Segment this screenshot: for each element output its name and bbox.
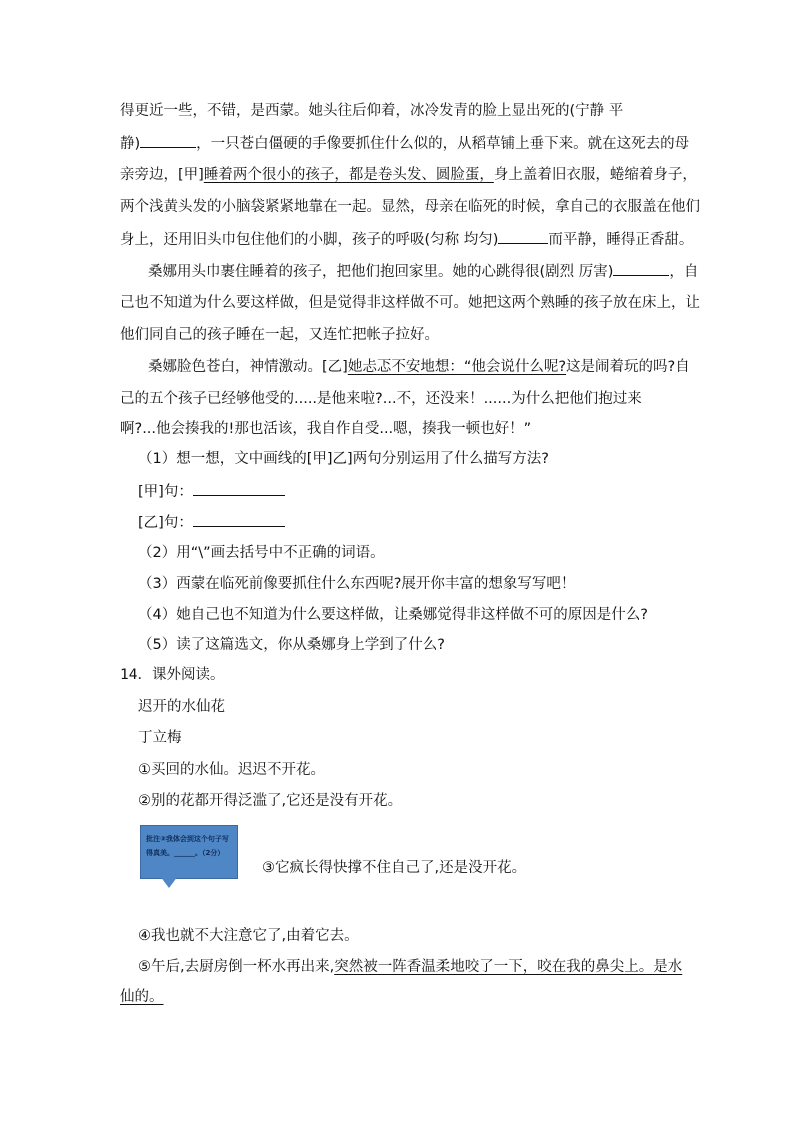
passage-line-6: 桑娜用头巾裹住睡着的孩子，把他们抱回家里。她的心跳得很(剧烈 厉害) ，自: [148, 261, 698, 282]
passage-line-1: 得更近一些，不错，是西蒙。她头往后仰着，冰冷发青的脸上显出死的(宁静 平: [120, 103, 624, 119]
passage-line-5: 身上，还用旧头巾包住他们的小脚，孩子的呼吸(匀称 均匀) 而平静，睡得正香甜。: [120, 229, 693, 250]
passage-line-4: 两个浅黄头发的小脑袋紧紧地靠在一起。显然，母亲在临死的时候，拿自己的衣服盖在他们: [120, 199, 700, 215]
passage-line-9: 桑娜脸色苍白，神情激动。[乙]她忐忑不安地想：“他会说什么呢?这是闹着玩的吗?自: [148, 359, 690, 375]
article-paragraph-5-cont: 仙的。: [120, 989, 164, 1005]
article-paragraph-5: ⑤午后,去厨房倒一杯水再出来,突然被一阵香温柔地咬了一下，咬在我的鼻尖上。是水: [138, 959, 683, 975]
article-author: 丁立梅: [138, 730, 182, 746]
passage-line-3: 亲旁边，[甲]睡着两个很小的孩子，都是卷头发、圆脸蛋，身上盖着旧衣服，蜷缩着身子，: [120, 167, 697, 183]
underlined-sentence-yi: 她忐忑不安地想：“他会说什么呢?: [347, 359, 567, 375]
underlined-sentence-jia: 睡着两个很小的孩子，都是卷头发、圆脸蛋，: [203, 167, 494, 183]
passage-line-8: 他们同自己的孩子睡在一起，又连忙把帐子拉好。: [120, 327, 439, 343]
question-3: （3）西蒙在临死前像要抓住什么东西呢?展开你丰富的想象写写吧！: [138, 576, 576, 592]
answer-blank-2[interactable]: [498, 229, 548, 244]
section-14-heading: 14．课外阅读。: [120, 667, 225, 683]
answer-blank-yi[interactable]: [193, 512, 285, 527]
answer-blank-1[interactable]: [140, 133, 196, 148]
passage-line-7: 己也不知道为什么要这样做，但是觉得非这样做不可。她把这两个熟睡的孩子放在床上，让: [120, 295, 700, 311]
article-paragraph-2: ②别的花都开得泛滥了,它还是没有开花。: [138, 793, 403, 809]
answer-blank-3[interactable]: [613, 261, 669, 276]
annotation-callout-tail: [160, 876, 178, 888]
article-title: 迟开的水仙花: [138, 699, 225, 715]
answer-blank-jia[interactable]: [193, 481, 285, 496]
question-1: （1）想一想，文中画线的[甲]乙]两句分别运用了什么描写方法?: [138, 451, 549, 467]
question-2: （2）用“\”画去括号中不正确的词语。: [138, 545, 385, 561]
article-paragraph-4: ④我也就不大注意它了,由着它去。: [138, 928, 359, 944]
underlined-sentence-5: 突然被一阵香温柔地咬了一下，咬在我的鼻尖上。是水: [334, 959, 683, 975]
passage-line-11: 啊?...他会揍我的!那也活该，我自作自受...嗯，揍我一顿也好！”: [120, 421, 532, 437]
passage-line-2: 静) ，一只苍白僵硬的手像要抓住什么似的，从稻草铺上垂下来。就在这死去的母: [120, 133, 689, 154]
question-1-answer-yi: [乙]句：: [138, 512, 285, 533]
question-1-answer-jia: [甲]句：: [138, 481, 285, 502]
article-paragraph-3: ③它疯长得快撑不住自己了,还是没开花。: [262, 860, 527, 876]
question-4: （4）她自己也不知道为什么要这样做，让桑娜觉得非这样做不可的原因是什么?: [138, 607, 648, 623]
annotation-callout-text: 批注③我体会到这个句子写得真美。______。（2分）: [146, 835, 229, 857]
passage-line-10: 己的五个孩子已经够他受的.....是他来啦?...不，还没来！......为什么把他们抱过来: [120, 391, 642, 407]
article-paragraph-1: ①买回的水仙。迟迟不开花。: [138, 762, 325, 778]
question-5: （5）读了这篇选文，你从桑娜身上学到了什么?: [138, 637, 445, 653]
